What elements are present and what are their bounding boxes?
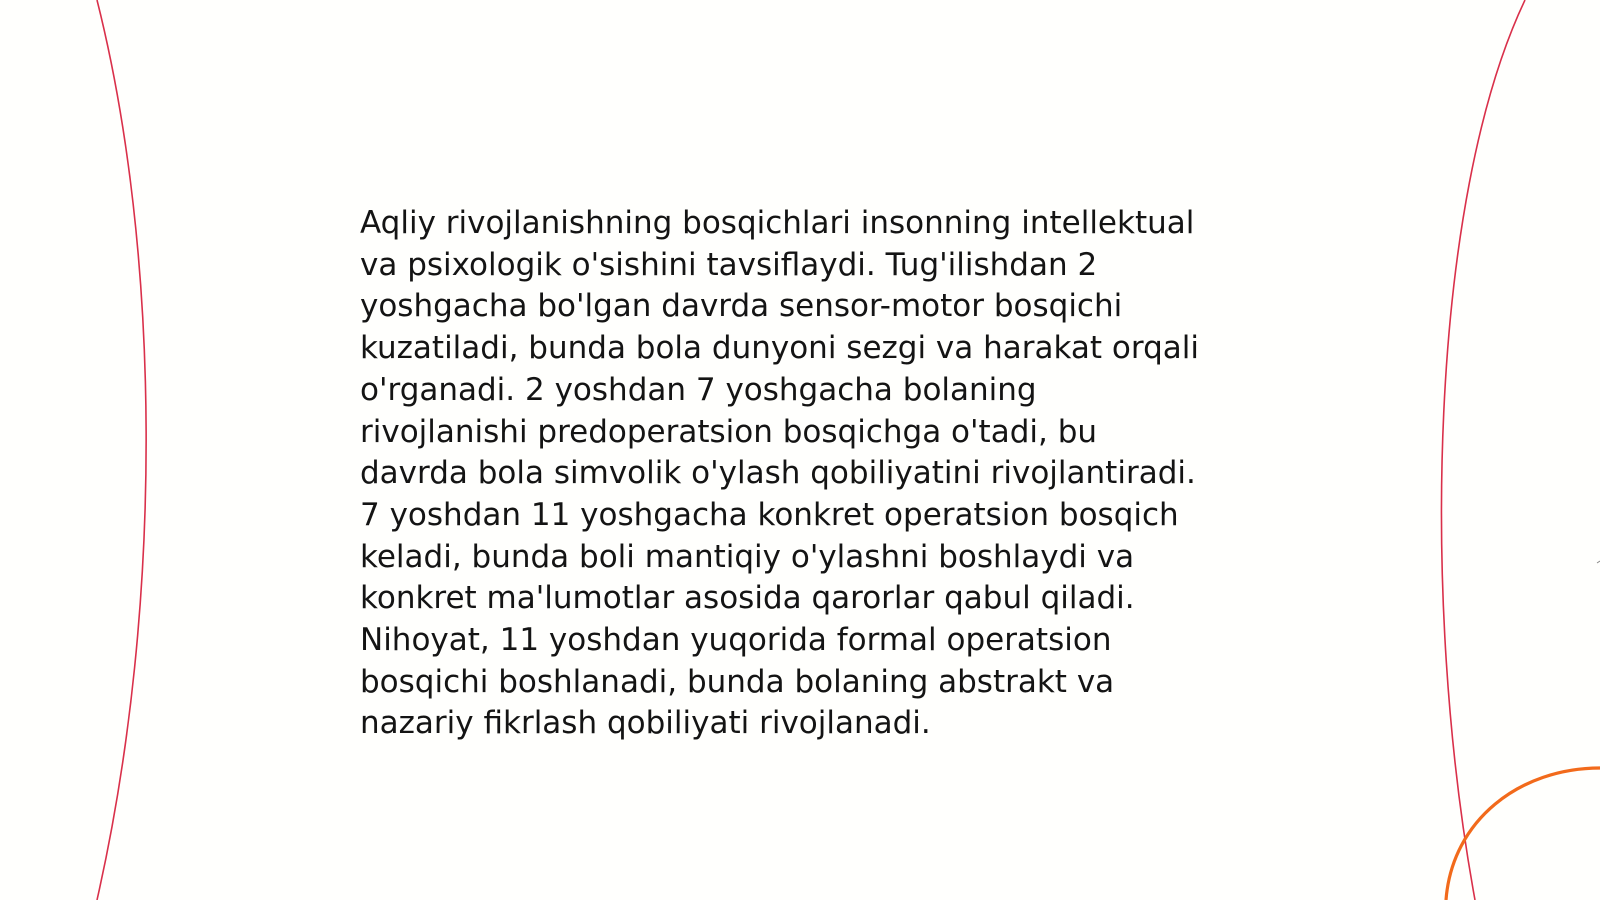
paragraph-line: konkret ma'lumotlar asosida qarorlar qabul qiladi.: [360, 580, 1135, 617]
paragraph-line: keladi, bunda boli mantiqiy o'ylashni boshlaydi va: [360, 538, 1135, 575]
paragraph-line: yoshgacha bo'lgan davrda sensor-motor bosqichi: [360, 288, 1123, 325]
paragraph-line: o'rganadi. 2 yoshdan 7 yoshgacha bolaning: [360, 371, 1037, 408]
body-paragraph: [360, 203, 1260, 745]
paragraph-line: Nihoyat, 11 yoshdan yuqorida formal operatsion: [360, 622, 1112, 659]
paragraph-line: nazariy fikrlash qobiliyati rivojlanadi.: [360, 705, 931, 742]
paragraph-line: Aqliy rivojlanishning bosqichlari insonning intellektual: [360, 205, 1195, 241]
paragraph-line: bosqichi boshlanadi, bunda bolaning abstrakt va: [360, 663, 1115, 700]
right-curve-line: [1441, 0, 1525, 900]
paragraph-line: davrda bola simvolik o'ylash qobiliyatini rivojlantiradi.: [360, 455, 1196, 492]
paragraph-line: rivojlanishi predoperatsion bosqichga o'tadi, bu: [360, 413, 1098, 450]
left-curve-line: [97, 0, 146, 900]
paragraph-line: kuzatiladi, bunda bola dunyoni sezgi va harakat orqali: [360, 330, 1199, 367]
paragraph-line: va psixologik o'sishini tavsiflaydi. Tug'ilishdan 2: [360, 246, 1098, 283]
paragraph-line: 7 yoshdan 11 yoshgacha konkret operatsion bosqich: [360, 496, 1179, 533]
orange-circle-arc: [1446, 768, 1600, 900]
